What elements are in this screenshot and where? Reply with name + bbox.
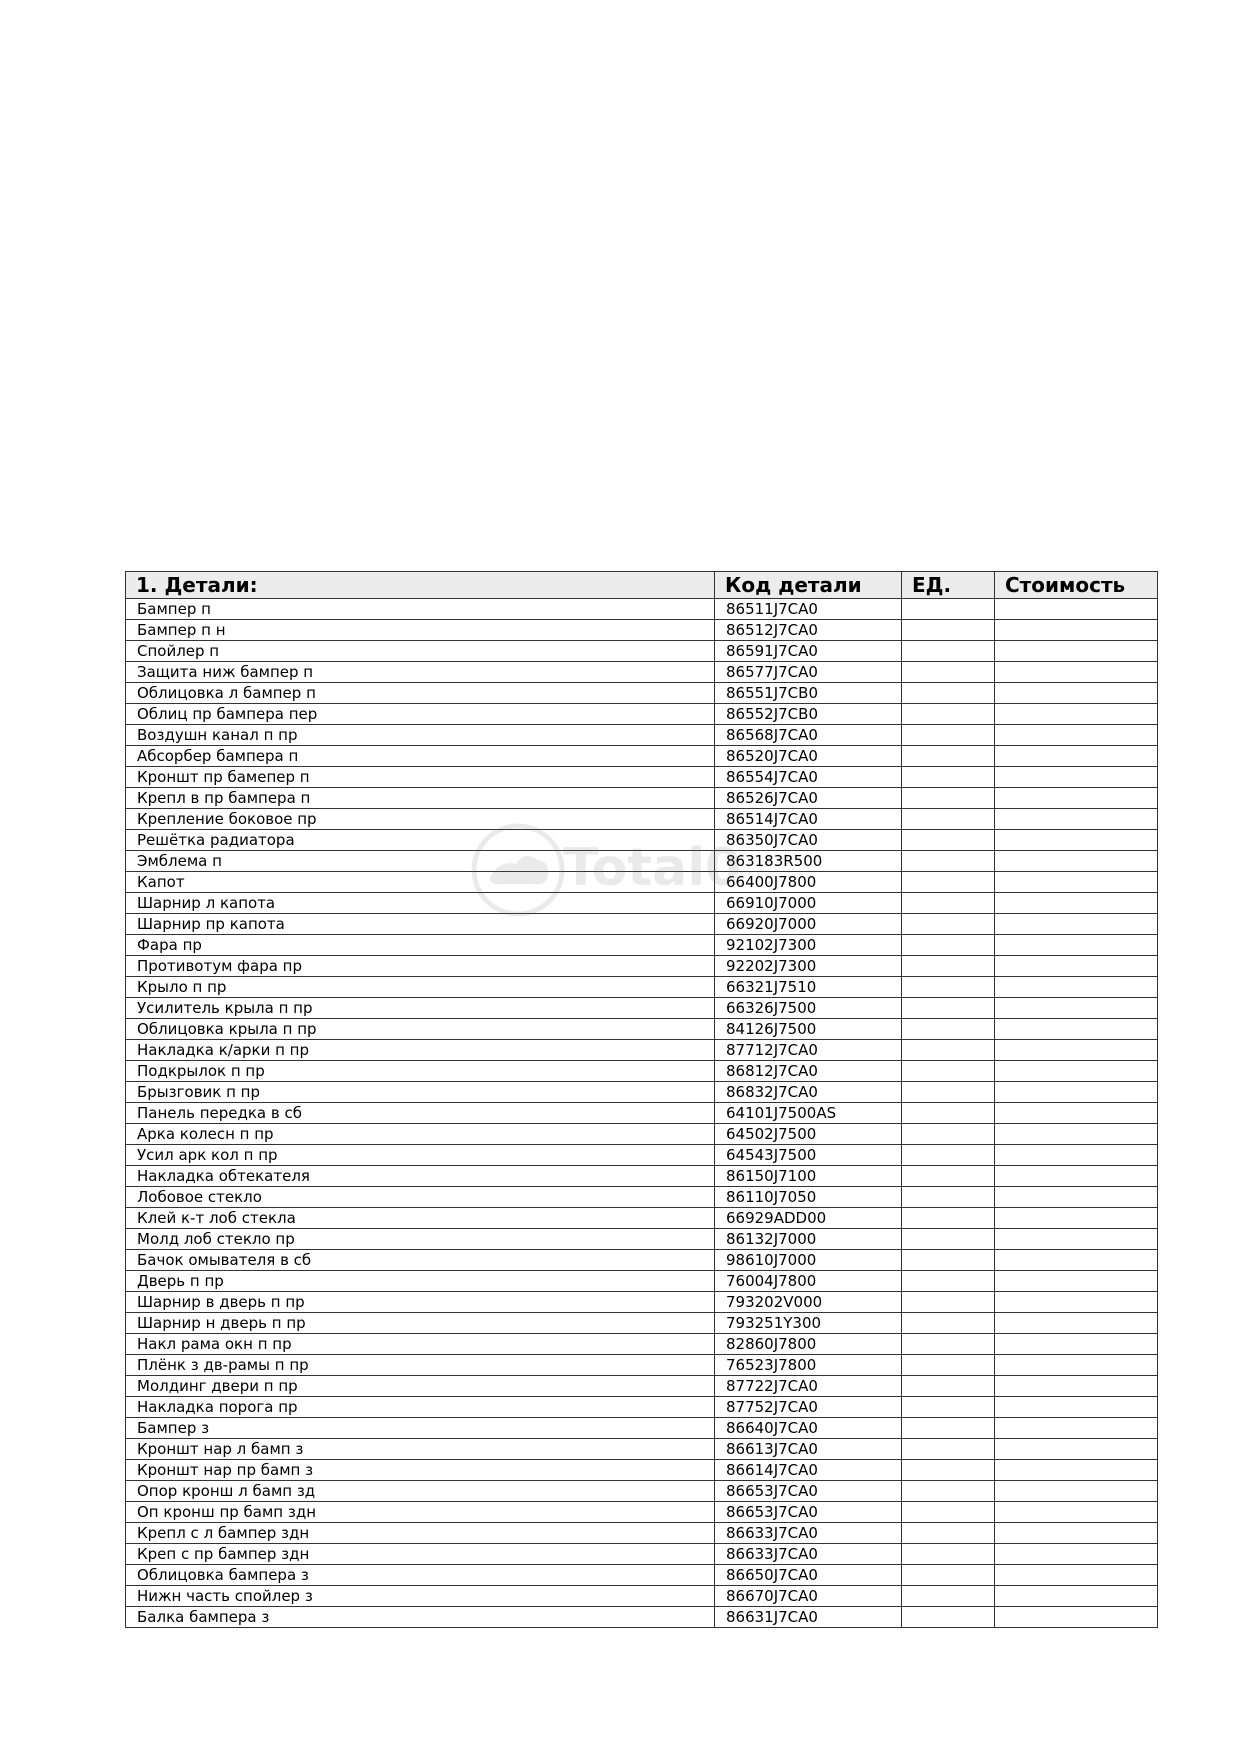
part-unit-cell — [902, 1103, 995, 1124]
part-unit-cell — [902, 1376, 995, 1397]
part-name-cell: Усилитель крыла п пр — [126, 998, 715, 1019]
table-row — [126, 1271, 1158, 1292]
part-unit-cell — [902, 1061, 995, 1082]
part-name-cell: Крепл с л бампер здн — [126, 1523, 715, 1544]
table-row — [126, 1019, 1158, 1040]
part-cost-cell — [995, 1103, 1158, 1124]
table-row — [126, 914, 1158, 935]
part-unit-cell — [902, 1523, 995, 1544]
part-code-cell: 86614J7CA0 — [715, 1460, 902, 1481]
part-code-cell: 86132J7000 — [715, 1229, 902, 1250]
part-unit-cell — [902, 1040, 995, 1061]
part-name-cell: Подкрылок п пр — [126, 1061, 715, 1082]
part-unit-cell — [902, 641, 995, 662]
table-row — [126, 1607, 1158, 1628]
part-name-cell: Дверь п пр — [126, 1271, 715, 1292]
part-name-cell: Решётка радиатора — [126, 830, 715, 851]
part-cost-cell — [995, 788, 1158, 809]
table-row — [126, 599, 1158, 620]
part-cost-cell — [995, 725, 1158, 746]
part-code-cell: 86650J7CA0 — [715, 1565, 902, 1586]
part-cost-cell — [995, 1292, 1158, 1313]
part-code-cell: 86350J7CA0 — [715, 830, 902, 851]
part-name-cell: Капот — [126, 872, 715, 893]
part-name-cell: Кроншт нар л бамп з — [126, 1439, 715, 1460]
table-row — [126, 809, 1158, 830]
part-code-cell: 66400J7800 — [715, 872, 902, 893]
table-row — [126, 767, 1158, 788]
part-cost-cell — [995, 1271, 1158, 1292]
part-name-cell: Противотум фара пр — [126, 956, 715, 977]
part-name-cell: Молд лоб стекло пр — [126, 1229, 715, 1250]
table-row — [126, 1376, 1158, 1397]
part-cost-cell — [995, 1460, 1158, 1481]
part-name-cell: Накл рама окн п пр — [126, 1334, 715, 1355]
part-unit-cell — [902, 746, 995, 767]
part-name-cell: Арка колесн п пр — [126, 1124, 715, 1145]
part-name-cell: Плёнк з дв-рамы п пр — [126, 1355, 715, 1376]
part-cost-cell — [995, 1334, 1158, 1355]
part-cost-cell — [995, 977, 1158, 998]
part-cost-cell — [995, 662, 1158, 683]
part-unit-cell — [902, 1607, 995, 1628]
part-code-cell: 64543J7500 — [715, 1145, 902, 1166]
part-name-cell: Облиц пр бампера пер — [126, 704, 715, 725]
part-code-cell: 86812J7CA0 — [715, 1061, 902, 1082]
table-row — [126, 788, 1158, 809]
table-row — [126, 683, 1158, 704]
part-unit-cell — [902, 1019, 995, 1040]
part-code-cell: 66321J7510 — [715, 977, 902, 998]
watermark-text: Total0 — [563, 838, 742, 898]
part-cost-cell — [995, 1040, 1158, 1061]
table-row — [126, 872, 1158, 893]
part-name-cell: Облицовка л бампер п — [126, 683, 715, 704]
part-code-cell: 86631J7CA0 — [715, 1607, 902, 1628]
part-code-cell: 86653J7CA0 — [715, 1481, 902, 1502]
table-row — [126, 1418, 1158, 1439]
part-cost-cell — [995, 1208, 1158, 1229]
part-name-cell: Шарнир в дверь п пр — [126, 1292, 715, 1313]
table-row — [126, 1166, 1158, 1187]
part-name-cell: Молдинг двери п пр — [126, 1376, 715, 1397]
part-code-cell: 64101J7500AS — [715, 1103, 902, 1124]
column-header-cost: Стоимость — [995, 572, 1158, 599]
part-cost-cell — [995, 1061, 1158, 1082]
part-unit-cell — [902, 1544, 995, 1565]
part-cost-cell — [995, 914, 1158, 935]
part-unit-cell — [902, 662, 995, 683]
part-code-cell: 82860J7800 — [715, 1334, 902, 1355]
part-cost-cell — [995, 1523, 1158, 1544]
part-cost-cell — [995, 641, 1158, 662]
table-row — [126, 1523, 1158, 1544]
table-row — [126, 1565, 1158, 1586]
part-name-cell: Шарнир л капота — [126, 893, 715, 914]
part-cost-cell — [995, 893, 1158, 914]
part-name-cell: Бачок омывателя в сб — [126, 1250, 715, 1271]
part-unit-cell — [902, 1124, 995, 1145]
table-row — [126, 1250, 1158, 1271]
part-cost-cell — [995, 1124, 1158, 1145]
part-unit-cell — [902, 1502, 995, 1523]
part-name-cell: Кроншт нар пр бамп з — [126, 1460, 715, 1481]
table-row — [126, 1187, 1158, 1208]
part-code-cell: 86526J7CA0 — [715, 788, 902, 809]
table-row — [126, 1208, 1158, 1229]
part-code-cell: 66910J7000 — [715, 893, 902, 914]
part-unit-cell — [902, 599, 995, 620]
part-cost-cell — [995, 1586, 1158, 1607]
part-cost-cell — [995, 1166, 1158, 1187]
table-row — [126, 1229, 1158, 1250]
part-cost-cell — [995, 1187, 1158, 1208]
part-name-cell: Крепл в пр бампера п — [126, 788, 715, 809]
part-unit-cell — [902, 1082, 995, 1103]
table-row — [126, 1334, 1158, 1355]
table-row — [126, 1586, 1158, 1607]
part-code-cell: 86514J7CA0 — [715, 809, 902, 830]
part-cost-cell — [995, 599, 1158, 620]
part-code-cell: 86832J7CA0 — [715, 1082, 902, 1103]
table-row — [126, 1439, 1158, 1460]
part-cost-cell — [995, 956, 1158, 977]
table-row — [126, 704, 1158, 725]
part-cost-cell — [995, 1502, 1158, 1523]
part-name-cell: Кроншт пр бамепер п — [126, 767, 715, 788]
parts-table-body — [126, 599, 1158, 1628]
part-unit-cell — [902, 620, 995, 641]
part-name-cell: Абсорбер бампера п — [126, 746, 715, 767]
column-header-unit: ЕД. — [902, 572, 995, 599]
part-unit-cell — [902, 1208, 995, 1229]
part-code-cell: 66920J7000 — [715, 914, 902, 935]
table-row — [126, 1103, 1158, 1124]
table-row — [126, 1481, 1158, 1502]
part-cost-cell — [995, 1418, 1158, 1439]
part-cost-cell — [995, 998, 1158, 1019]
table-row — [126, 746, 1158, 767]
part-cost-cell — [995, 1439, 1158, 1460]
part-unit-cell — [902, 1250, 995, 1271]
table-row — [126, 1292, 1158, 1313]
part-name-cell: Защита ниж бампер п — [126, 662, 715, 683]
table-row — [126, 977, 1158, 998]
part-name-cell: Усил арк кол п пр — [126, 1145, 715, 1166]
part-code-cell: 76004J7800 — [715, 1271, 902, 1292]
part-cost-cell — [995, 704, 1158, 725]
parts-table — [125, 571, 1158, 1628]
part-code-cell: 86653J7CA0 — [715, 1502, 902, 1523]
part-code-cell: 86512J7CA0 — [715, 620, 902, 641]
table-row — [126, 956, 1158, 977]
part-code-cell: 92202J7300 — [715, 956, 902, 977]
table-row — [126, 1061, 1158, 1082]
part-cost-cell — [995, 1544, 1158, 1565]
part-name-cell: Опор кронш л бамп зд — [126, 1481, 715, 1502]
part-code-cell: 98610J7000 — [715, 1250, 902, 1271]
part-unit-cell — [902, 893, 995, 914]
part-unit-cell — [902, 1187, 995, 1208]
part-cost-cell — [995, 1082, 1158, 1103]
part-name-cell: Балка бампера з — [126, 1607, 715, 1628]
part-unit-cell — [902, 1418, 995, 1439]
part-cost-cell — [995, 767, 1158, 788]
part-code-cell: 793251Y300 — [715, 1313, 902, 1334]
part-name-cell: Оп кронш пр бамп здн — [126, 1502, 715, 1523]
part-name-cell: Нижн часть спойлер з — [126, 1586, 715, 1607]
part-name-cell: Крепление боковое пр — [126, 809, 715, 830]
part-code-cell: 86613J7CA0 — [715, 1439, 902, 1460]
table-row — [126, 620, 1158, 641]
part-cost-cell — [995, 1313, 1158, 1334]
part-code-cell: 86511J7CA0 — [715, 599, 902, 620]
table-row — [126, 851, 1158, 872]
part-unit-cell — [902, 1586, 995, 1607]
part-cost-cell — [995, 830, 1158, 851]
part-code-cell: 86110J7050 — [715, 1187, 902, 1208]
part-name-cell: Лобовое стекло — [126, 1187, 715, 1208]
part-name-cell: Облицовка крыла п пр — [126, 1019, 715, 1040]
part-name-cell: Бампер п н — [126, 620, 715, 641]
part-unit-cell — [902, 1145, 995, 1166]
part-cost-cell — [995, 683, 1158, 704]
part-cost-cell — [995, 1607, 1158, 1628]
part-unit-cell — [902, 1166, 995, 1187]
part-unit-cell — [902, 725, 995, 746]
part-code-cell: 86520J7CA0 — [715, 746, 902, 767]
part-unit-cell — [902, 788, 995, 809]
part-name-cell: Накладка порога пр — [126, 1397, 715, 1418]
table-row — [126, 641, 1158, 662]
part-unit-cell — [902, 1292, 995, 1313]
part-name-cell: Эмблема п — [126, 851, 715, 872]
part-unit-cell — [902, 767, 995, 788]
part-code-cell: 76523J7800 — [715, 1355, 902, 1376]
part-name-cell: Накладка обтекателя — [126, 1166, 715, 1187]
table-row — [126, 662, 1158, 683]
table-row — [126, 935, 1158, 956]
part-code-cell: 86670J7CA0 — [715, 1586, 902, 1607]
part-code-cell: 84126J7500 — [715, 1019, 902, 1040]
column-header-code: Код детали — [715, 572, 902, 599]
part-name-cell: Крыло п пр — [126, 977, 715, 998]
part-cost-cell — [995, 935, 1158, 956]
part-unit-cell — [902, 998, 995, 1019]
part-unit-cell — [902, 830, 995, 851]
table-row — [126, 1124, 1158, 1145]
part-code-cell: 86633J7CA0 — [715, 1523, 902, 1544]
part-unit-cell — [902, 1460, 995, 1481]
part-unit-cell — [902, 851, 995, 872]
part-code-cell: 87752J7CA0 — [715, 1397, 902, 1418]
part-code-cell: 863183R500 — [715, 851, 902, 872]
parts-sheet — [125, 571, 1158, 1628]
part-cost-cell — [995, 1145, 1158, 1166]
part-unit-cell — [902, 872, 995, 893]
part-name-cell: Фара пр — [126, 935, 715, 956]
part-unit-cell — [902, 1439, 995, 1460]
part-code-cell: 86568J7CA0 — [715, 725, 902, 746]
table-row — [126, 1082, 1158, 1103]
part-name-cell: Спойлер п — [126, 641, 715, 662]
part-cost-cell — [995, 746, 1158, 767]
table-row — [126, 998, 1158, 1019]
section-title: 1. Детали: — [126, 572, 715, 599]
part-name-cell: Накладка к/арки п пр — [126, 1040, 715, 1061]
part-code-cell: 86633J7CA0 — [715, 1544, 902, 1565]
part-cost-cell — [995, 1355, 1158, 1376]
part-cost-cell — [995, 851, 1158, 872]
part-code-cell: 86591J7CA0 — [715, 641, 902, 662]
part-name-cell: Креп с пр бампер здн — [126, 1544, 715, 1565]
table-row — [126, 725, 1158, 746]
part-cost-cell — [995, 1376, 1158, 1397]
part-unit-cell — [902, 935, 995, 956]
part-name-cell: Шарнир пр капота — [126, 914, 715, 935]
part-cost-cell — [995, 1250, 1158, 1271]
part-cost-cell — [995, 809, 1158, 830]
part-code-cell: 92102J7300 — [715, 935, 902, 956]
part-cost-cell — [995, 1481, 1158, 1502]
part-name-cell: Облицовка бампера з — [126, 1565, 715, 1586]
part-unit-cell — [902, 704, 995, 725]
table-row — [126, 1145, 1158, 1166]
part-name-cell: Панель передка в сб — [126, 1103, 715, 1124]
part-unit-cell — [902, 977, 995, 998]
part-name-cell: Шарнир н дверь п пр — [126, 1313, 715, 1334]
part-cost-cell — [995, 872, 1158, 893]
table-row — [126, 893, 1158, 914]
part-unit-cell — [902, 1271, 995, 1292]
part-unit-cell — [902, 683, 995, 704]
table-row — [126, 1502, 1158, 1523]
part-unit-cell — [902, 1313, 995, 1334]
part-code-cell: 87712J7CA0 — [715, 1040, 902, 1061]
part-name-cell: Бампер п — [126, 599, 715, 620]
part-name-cell: Воздушн канал п пр — [126, 725, 715, 746]
part-code-cell: 66929ADD00 — [715, 1208, 902, 1229]
part-code-cell: 64502J7500 — [715, 1124, 902, 1145]
table-row — [126, 1397, 1158, 1418]
part-code-cell: 86640J7CA0 — [715, 1418, 902, 1439]
part-unit-cell — [902, 914, 995, 935]
part-unit-cell — [902, 1334, 995, 1355]
part-unit-cell — [902, 1355, 995, 1376]
part-unit-cell — [902, 809, 995, 830]
part-name-cell: Бампер з — [126, 1418, 715, 1439]
table-row — [126, 1355, 1158, 1376]
part-code-cell: 86577J7CA0 — [715, 662, 902, 683]
part-unit-cell — [902, 1481, 995, 1502]
part-code-cell: 86551J7CB0 — [715, 683, 902, 704]
part-cost-cell — [995, 1397, 1158, 1418]
table-row — [126, 1313, 1158, 1334]
part-code-cell: 87722J7CA0 — [715, 1376, 902, 1397]
part-code-cell: 793202V000 — [715, 1292, 902, 1313]
part-cost-cell — [995, 620, 1158, 641]
part-name-cell: Брызговик п пр — [126, 1082, 715, 1103]
part-code-cell: 86150J7100 — [715, 1166, 902, 1187]
part-cost-cell — [995, 1019, 1158, 1040]
part-cost-cell — [995, 1565, 1158, 1586]
part-unit-cell — [902, 956, 995, 977]
table-row — [126, 830, 1158, 851]
part-unit-cell — [902, 1397, 995, 1418]
part-code-cell: 66326J7500 — [715, 998, 902, 1019]
part-cost-cell — [995, 1229, 1158, 1250]
part-code-cell: 86554J7CA0 — [715, 767, 902, 788]
part-unit-cell — [902, 1229, 995, 1250]
table-row — [126, 1460, 1158, 1481]
header-row — [126, 572, 1158, 599]
part-code-cell: 86552J7CB0 — [715, 704, 902, 725]
table-row — [126, 1544, 1158, 1565]
part-unit-cell — [902, 1565, 995, 1586]
part-name-cell: Клей к-т лоб стекла — [126, 1208, 715, 1229]
table-row — [126, 1040, 1158, 1061]
